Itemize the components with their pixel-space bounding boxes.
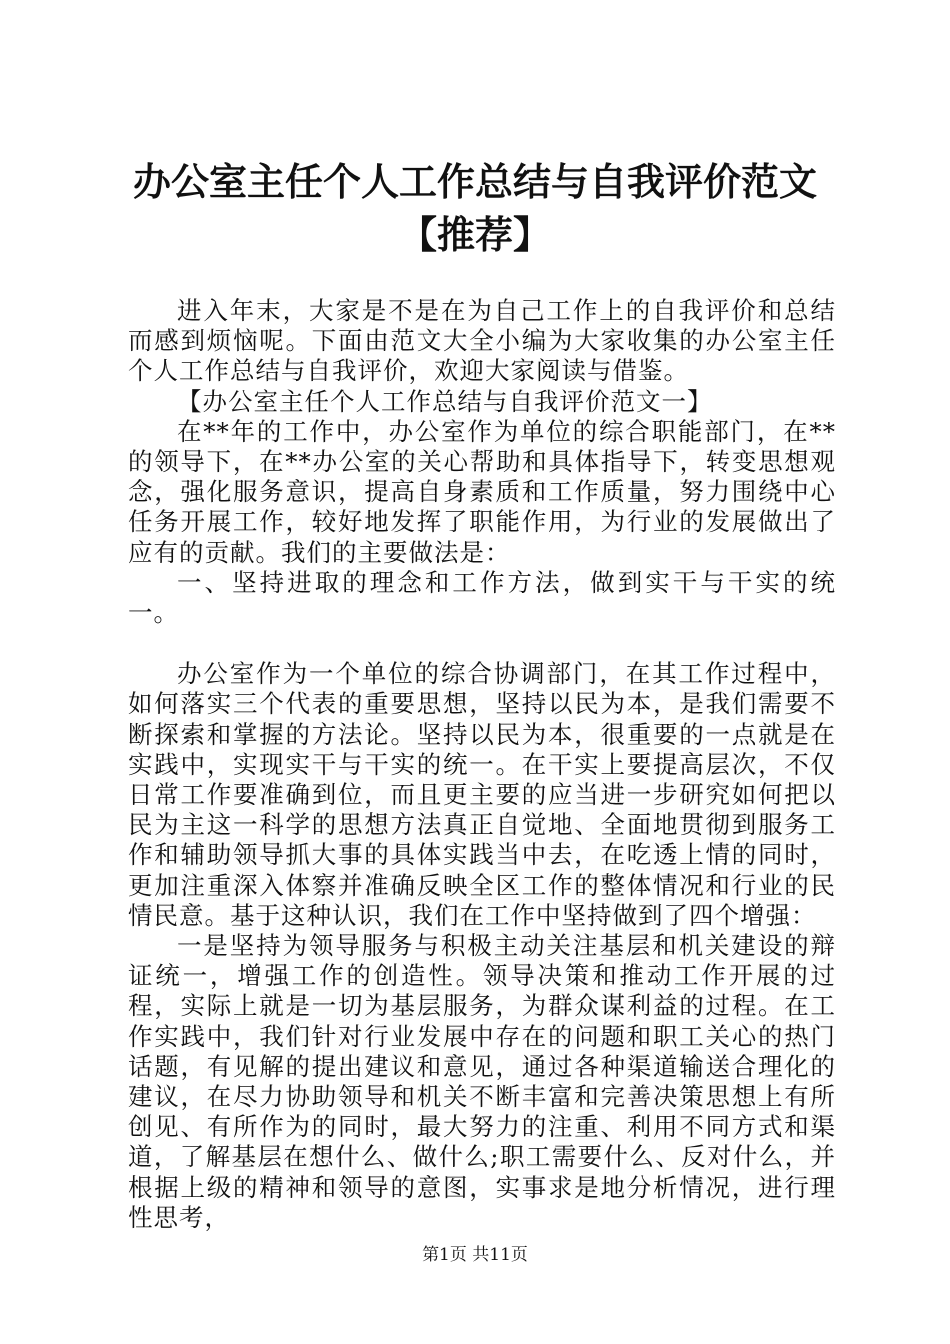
paragraph-spacer <box>128 628 836 659</box>
body-paragraph: 在**年的工作中，办公室作为单位的综合职能部门，在**的领导下，在**办公室的关心帮助和具体指导下，转变思想观念，强化服务意识，提高自身素质和工作质量，努力围绕中心任务开展工作，较好地发挥了职能作用，为行业的发展做出了应有的贡献。我们的主要做法是： <box>128 416 836 567</box>
body-paragraph: 办公室作为一个单位的综合协调部门，在其工作过程中，如何落实三个代表的重要思想，坚持以民为本，是我们需要不断探索和掌握的方法论。坚持以民为本，很重要的一点就是在实践中，实现实干与干实的统一。在干实上要提高层次，不仅日常工作要准确到位，而且更主要的应当进一步研究如何把以民为主这一科学的思想方法真正自觉地、全面地贯彻到服务工作和辅助领导抓大事的具体实践当中去，在吃透上情的同时，更加注重深入体察并准确反映全区工作的整体情况和行业的民情民意。基于这种认识，我们在工作中坚持做到了四个增强： <box>128 659 836 930</box>
document-body <box>128 296 836 1233</box>
section-heading: 【办公室主任个人工作总结与自我评价范文一】 <box>177 386 713 416</box>
subsection-heading: 一、坚持进取的理念和工作方法，做到实干与干实的统一。 <box>128 567 836 628</box>
body-paragraph: 一是坚持为领导服务与积极主动关注基层和机关建设的辩证统一，增强工作的创造性。领导决策和推动工作开展的过程，实际上就是一切为基层服务，为群众谋利益的过程。在工作实践中，我们针对行业发展中存在的问题和职工关心的热门话题，有见解的提出建议和意见，通过各种渠道输送合理化的建议，在尽力协助领导和机关不断丰富和完善决策思想上有所创见、有所作为的同时，最大努力的注重、利用不同方式和渠道，了解基层在想什么、做什么;职工需要什么、反对什么，并根据上级的精神和领导的意图，实事求是地分析情况，进行理性思考， <box>128 931 836 1232</box>
intro-paragraph: 进入年末，大家是不是在为自己工作上的自我评价和总结而感到烦恼呢。下面由范文大全小编为大家收集的办公室主任个人工作总结与自我评价，欢迎大家阅读与借鉴。 <box>128 296 836 386</box>
document-title: 办公室主任个人工作总结与自我评价范文【推荐】 <box>132 160 817 257</box>
page-footer: 第1页 共11页 <box>422 1245 528 1265</box>
